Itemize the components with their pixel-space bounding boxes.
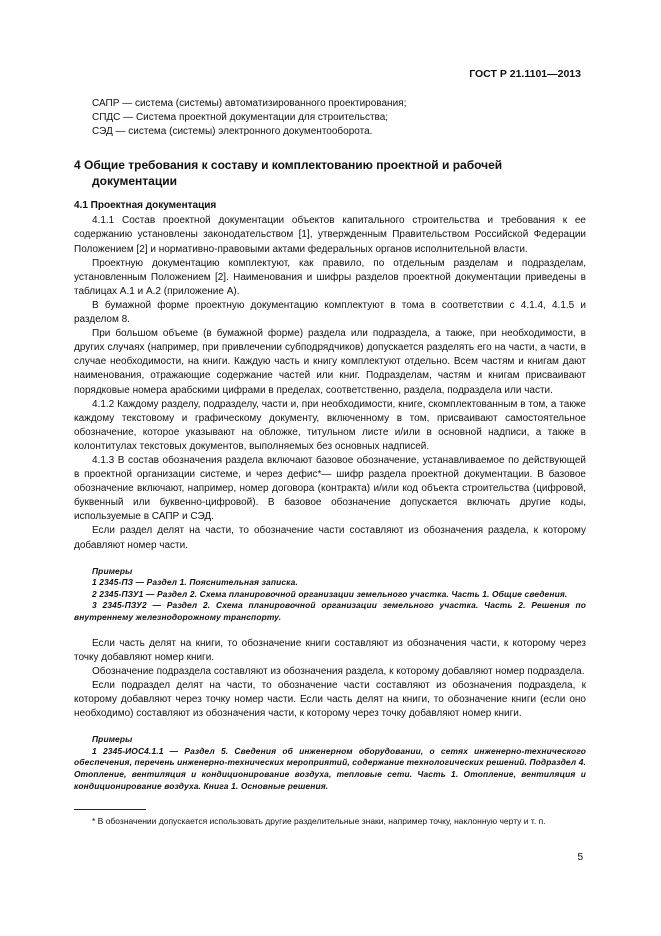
page-content	[74, 97, 586, 792]
paragraph-4-1-3: 4.1.3 В состав обозначения раздела включают базовое обозначение, устанавливаемое по действующей в проектной организации системе, и через дефис*— шифр раздела проектной документации. В базовое обозначение включают, например, номер договора (контракта) и/или код объекта строительства (цифровой, буквенный или буквенно-цифровой). В базовое обозначение допускается включать другие коды, используемые в САПР и СЭД.	[74, 454, 586, 523]
paragraph: Если подраздел делят на части, то обозначение части составляют из обозначения подраздела, к которому добавляют через точку номер части. Если часть делят на книги, то обозначение книги (если оно необходимо) составляют из обозначения части, к которому через точку добавляют номер книги.	[74, 679, 586, 720]
abbreviation-sed: СЭД — система (системы) электронного документооборота.	[92, 126, 373, 138]
paragraph: При большом объеме (в бумажной форме) раздела или подраздела, а также, при необходимости, в других случаях (например, при привлечении субподрядчиков) допускается разделять его на части, а части, в случае необходимости, на книги. Каждую часть и книгу комплектуют отдельно. Всем частям и книгам дают наименования, отражающие содержание частей или книг. Подразделам, частям и книгам присваивают порядковые номера арабскими цифрами в пределах, соответственно, раздела, подраздела или части.	[74, 328, 586, 396]
paragraph: Если раздел делят на части, то обозначение части составляют из обозначения раздела, к которому добавляют номер части.	[74, 525, 586, 551]
abbreviation-sapr: САПР — система (системы) автоматизированного проектирования;	[92, 98, 407, 109]
example-item: 1 2345-ИОС4.1.1 — Раздел 5. Сведения об инженерном оборудовании, о сетях инженерно-технического обеспечения, перечень инженерно-технических мероприятий, содержание технологических решений. Подраздел 4. Отопление, вентиляция и кондиционирование воздуха, тепловые сети. Часть 1. Отопление, вентиляция и кондиционирование воздуха. Книга 1. Основные решения.	[74, 745, 586, 791]
subsection-4-1-heading: 4.1 Проектная документация	[74, 200, 217, 212]
footnote-separator	[74, 809, 146, 810]
examples-title: Примеры	[92, 734, 133, 745]
paragraph-4-1-1: 4.1.1 Состав проектной документации объектов капитального строительства и требования к ее содержанию установлены законодательством [1], утвержденным Правительством Российской Федерации Положением [2] и нормативно-правовыми актами федеральных органов исполнительной власти.	[74, 215, 586, 255]
example-item: 3 2345-ПЗУ2 — Раздел 2. Схема планировочной организации земельного участка. Часть 2. Решения по внутреннему железнодорожному транспорту.	[74, 600, 586, 622]
abbreviation-spds: СПДС — Система проектной документации для строительства;	[92, 112, 389, 124]
footnote: * В обозначении допускается использовать другие разделительные знаки, например точку, наклонную черту и т. п.	[92, 816, 546, 826]
paragraph: В бумажной форме проектную документацию комплектуют в тома в соответствии с 4.1.4, 4.1.5 и разделом 8.	[74, 299, 586, 326]
page-number: 5	[577, 852, 583, 863]
document-code-header: ГОСТ Р 21.1101—2013	[469, 68, 581, 80]
example-item: 1 2345-ПЗ — Раздел 1. Пояснительная записка.	[92, 577, 298, 588]
example-item: 2 2345-ПЗУ1 — Раздел 2. Схема планировочной организации земельного участка. Часть 1. Общие сведения.	[92, 588, 568, 599]
paragraph: Обозначение подраздела составляют из обозначения раздела, к которому добавляют номер подраздела.	[92, 665, 585, 677]
examples-title: Примеры	[92, 565, 133, 576]
paragraph: Если часть делят на книги, то обозначение книги составляют из обозначения части, к которому через точку добавляют номер книги.	[74, 637, 586, 663]
paragraph: Проектную документацию комплектуют, как правило, по отдельным разделам и подразделам, установленным Положением [2]. Наименования и шифры разделов проектной документации приведены в таблицах А.1 и А.2 (приложение А).	[74, 257, 586, 297]
section-4-heading: 4 Общие требования к составу и комплектованию проектной и рабочей документации	[74, 158, 503, 188]
paragraph-4-1-2: 4.1.2 Каждому разделу, подразделу, части и, при необходимости, книге, скомплектованным в том, а также каждому текстовому и графическому документу, включенному в том, присваивают самостоятельное обозначение, которое указывают на обложке, титульном листе и/или в основной надписи, а также в колонтитулах текстовых документов, выполняемых без основных надписей.	[74, 398, 586, 452]
